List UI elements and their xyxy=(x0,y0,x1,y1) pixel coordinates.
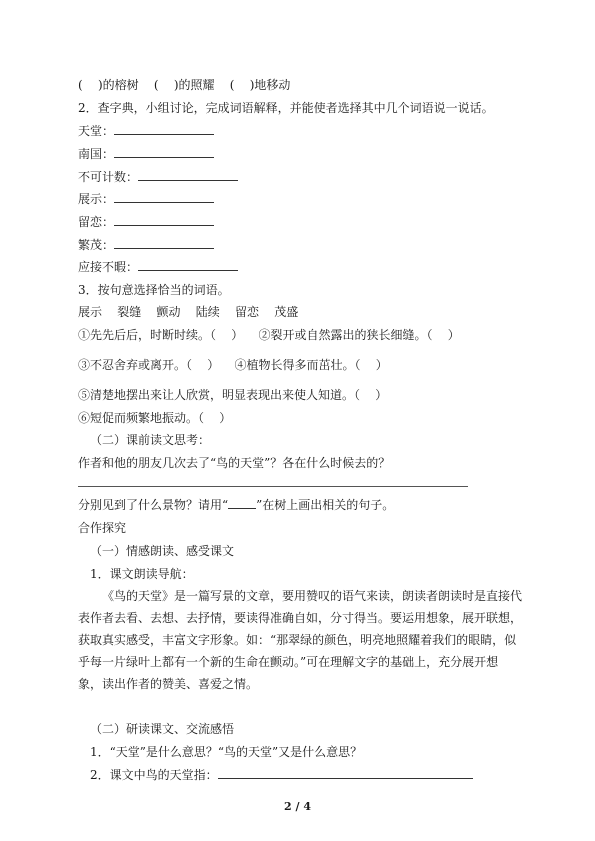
question-2: 2．查字典，小组讨论，完成词语解释，并能使者选择其中几个词语说一说话。 xyxy=(78,101,494,115)
section-reading-heading: （一）情感朗读、感受课文 xyxy=(90,544,235,558)
word-label: 应接不暇： xyxy=(78,260,139,274)
definition-6: ⑥短促而频繁地振动。（ ） xyxy=(78,411,232,425)
answer-line[interactable] xyxy=(78,486,468,487)
answer-blank[interactable] xyxy=(218,768,473,779)
study-question-1: 1．“天堂”是什么意思？“鸟的天堂”又是什么意思？ xyxy=(90,745,363,759)
section-study-heading: （二）研读课文、交流感悟 xyxy=(90,722,235,736)
definition-5: ⑤清楚地摆出来让人欣赏，明显表现出来使人知道。（ ） xyxy=(78,388,388,402)
word-liulian xyxy=(78,215,214,229)
study-question-2-label: 2．课文中鸟的天堂指： xyxy=(90,768,218,782)
preview-question: 作者和他的朋友几次去了“鸟的天堂”？各在什么时候去的？ xyxy=(78,456,391,470)
definition-3-4: ③不忍舍弃或离开。（ ） ④植物长得多而茁壮。（ ） xyxy=(78,358,388,372)
answer-blank[interactable] xyxy=(138,260,238,271)
word-label: 展示： xyxy=(78,192,115,206)
study-question-2 xyxy=(90,768,473,782)
word-tiantang xyxy=(78,124,214,138)
word-nanguo xyxy=(78,147,214,161)
answer-blank[interactable] xyxy=(114,124,214,135)
answer-blank[interactable] xyxy=(114,147,214,158)
word-label: 留恋： xyxy=(78,215,115,229)
cooperative-heading: 合作探究 xyxy=(78,521,127,535)
answer-blank[interactable] xyxy=(138,170,238,181)
word-bukejishu xyxy=(78,170,238,184)
word-bank: 展示 裂缝 颤动 陆续 留恋 茂盛 xyxy=(78,305,299,319)
reading-guide-title: 1．课文朗读导航： xyxy=(90,567,194,581)
scenery-question-part-1: 分别见到了什么景物？请用“ xyxy=(78,498,229,512)
word-label: 天堂： xyxy=(78,124,115,138)
answer-blank[interactable] xyxy=(114,238,214,249)
scenery-question xyxy=(78,498,394,512)
question-3: 3．按句意选择恰当的词语。 xyxy=(78,283,230,297)
underline-mark xyxy=(228,498,256,509)
fill-blank-line: ( )的榕树 ( )的照耀 ( )地移动 xyxy=(78,78,291,92)
answer-blank[interactable] xyxy=(114,215,214,226)
word-label: 繁茂： xyxy=(78,238,115,252)
word-label: 不可计数： xyxy=(78,170,139,184)
section-preview-heading: （二）课前读文思考： xyxy=(90,433,211,447)
reading-guide-paragraph: 《鸟的天堂》是一篇写景的文章，要用赞叹的语气来读，朗读者朗读时是直接代表作者去看、去想、去抒情，要读得准确自如，分寸得当。要运用想象，展开联想，获取真实感受，丰富文字形象。如：“那翠绿的颜色，明亮地照耀着我们的眼睛，似乎每一片绿叶上都有一个新的生命在颤动。”可在理解文字的基础上，充分展开想象，读出作者的赞美、喜爱之情。 xyxy=(78,589,523,691)
scenery-question-part-2: ”在树上画出相关的句子。 xyxy=(256,498,395,512)
definition-1-2: ①先先后后，时断时续。（ ） ②裂开或自然露出的狭长细缝。（ ） xyxy=(78,328,460,342)
word-fanmao xyxy=(78,238,214,252)
word-yingjiebuxia xyxy=(78,260,238,274)
page-number: 2 / 4 xyxy=(284,800,311,813)
answer-blank[interactable] xyxy=(114,192,214,203)
word-zhanshi xyxy=(78,192,214,206)
word-label: 南国： xyxy=(78,147,115,161)
